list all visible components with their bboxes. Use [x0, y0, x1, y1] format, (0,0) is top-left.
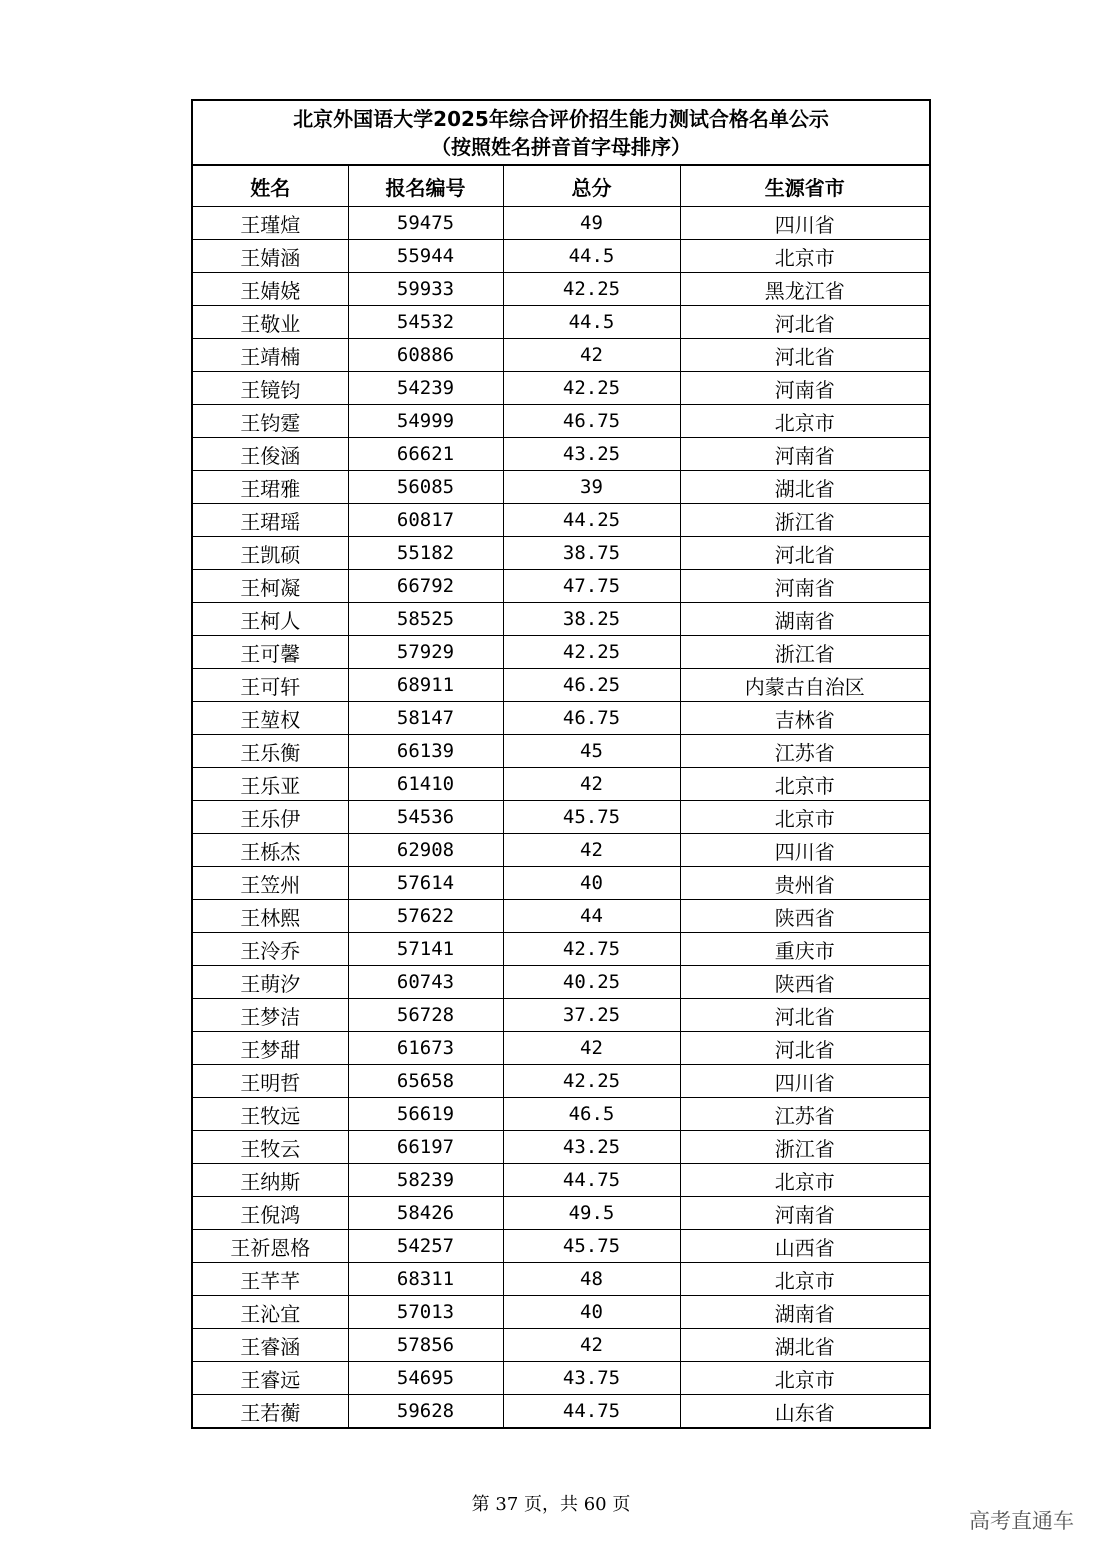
cell-name: 王梦甜 [193, 1032, 348, 1065]
cell-registration-id: 57929 [348, 636, 503, 669]
cell-registration-id: 54695 [348, 1362, 503, 1395]
cell-province: 北京市 [680, 1263, 929, 1296]
cell-registration-id: 66792 [348, 570, 503, 603]
cell-name: 王俊涵 [193, 438, 348, 471]
cell-registration-id: 66139 [348, 735, 503, 768]
table-row [193, 1032, 929, 1065]
cell-registration-id: 61673 [348, 1032, 503, 1065]
cell-registration-id: 55944 [348, 240, 503, 273]
cell-province: 四川省 [680, 207, 929, 240]
table-row [193, 1263, 929, 1296]
cell-province: 河北省 [680, 537, 929, 570]
cell-total-score: 42.25 [503, 1065, 680, 1098]
header-total-score: 总分 [503, 166, 680, 207]
table-row [193, 999, 929, 1032]
cell-registration-id: 59475 [348, 207, 503, 240]
cell-registration-id: 56619 [348, 1098, 503, 1131]
cell-name: 王镜钧 [193, 372, 348, 405]
cell-total-score: 40 [503, 1296, 680, 1329]
cell-name: 王可轩 [193, 669, 348, 702]
table-row [193, 1131, 929, 1164]
cell-registration-id: 59628 [348, 1395, 503, 1428]
cell-registration-id: 54536 [348, 801, 503, 834]
cell-province: 湖北省 [680, 1329, 929, 1362]
cell-name: 王凯硕 [193, 537, 348, 570]
cell-total-score: 44.75 [503, 1164, 680, 1197]
cell-registration-id: 58147 [348, 702, 503, 735]
cell-province: 北京市 [680, 801, 929, 834]
cell-total-score: 38.25 [503, 603, 680, 636]
cell-registration-id: 58426 [348, 1197, 503, 1230]
cell-total-score: 46.75 [503, 702, 680, 735]
cell-total-score: 46.75 [503, 405, 680, 438]
table-row [193, 966, 929, 999]
table-row [193, 1230, 929, 1263]
cell-province: 河南省 [680, 372, 929, 405]
table-row [193, 339, 929, 372]
table-row [193, 1296, 929, 1329]
cell-total-score: 49 [503, 207, 680, 240]
cell-registration-id: 54239 [348, 372, 503, 405]
cell-name: 王乐衡 [193, 735, 348, 768]
cell-total-score: 43.25 [503, 438, 680, 471]
cell-province: 浙江省 [680, 1131, 929, 1164]
table-row [193, 537, 929, 570]
cell-province: 浙江省 [680, 636, 929, 669]
cell-name: 王栎杰 [193, 834, 348, 867]
table-row [193, 900, 929, 933]
cell-total-score: 47.75 [503, 570, 680, 603]
cell-name: 王乐伊 [193, 801, 348, 834]
cell-total-score: 44.5 [503, 306, 680, 339]
cell-province: 北京市 [680, 1164, 929, 1197]
cell-province: 重庆市 [680, 933, 929, 966]
cell-registration-id: 54257 [348, 1230, 503, 1263]
cell-province: 北京市 [680, 240, 929, 273]
cell-total-score: 45 [503, 735, 680, 768]
cell-registration-id: 57614 [348, 867, 503, 900]
cell-total-score: 44.25 [503, 504, 680, 537]
cell-registration-id: 54532 [348, 306, 503, 339]
cell-total-score: 43.25 [503, 1131, 680, 1164]
table-row [193, 1395, 929, 1428]
cell-registration-id: 57856 [348, 1329, 503, 1362]
cell-total-score: 42 [503, 339, 680, 372]
cell-registration-id: 68911 [348, 669, 503, 702]
cell-province: 四川省 [680, 834, 929, 867]
cell-total-score: 40.25 [503, 966, 680, 999]
table-row [193, 306, 929, 339]
cell-registration-id: 61410 [348, 768, 503, 801]
cell-total-score: 42.25 [503, 636, 680, 669]
table-row [193, 1362, 929, 1395]
title-subtitle: （按照姓名拼音首字母排序） [431, 135, 691, 159]
cell-name: 王明哲 [193, 1065, 348, 1098]
cell-total-score: 42 [503, 768, 680, 801]
cell-total-score: 43.75 [503, 1362, 680, 1395]
cell-total-score: 49.5 [503, 1197, 680, 1230]
cell-province: 内蒙古自治区 [680, 669, 929, 702]
table-row [193, 669, 929, 702]
table-row [193, 504, 929, 537]
table-row [193, 735, 929, 768]
cell-province: 河北省 [680, 339, 929, 372]
cell-total-score: 45.75 [503, 1230, 680, 1263]
cell-name: 王靖楠 [193, 339, 348, 372]
cell-registration-id: 56085 [348, 471, 503, 504]
cell-province: 北京市 [680, 405, 929, 438]
cell-name: 王泠乔 [193, 933, 348, 966]
cell-province: 陕西省 [680, 900, 929, 933]
table-row [193, 1098, 929, 1131]
cell-name: 王柯人 [193, 603, 348, 636]
cell-registration-id: 65658 [348, 1065, 503, 1098]
cell-name: 王沁宜 [193, 1296, 348, 1329]
cell-total-score: 42.25 [503, 372, 680, 405]
cell-total-score: 42 [503, 1329, 680, 1362]
cell-province: 山东省 [680, 1395, 929, 1428]
cell-total-score: 37.25 [503, 999, 680, 1032]
page-number: 第 37 页，共 60 页 [471, 1494, 631, 1515]
cell-name: 王瑾煊 [193, 207, 348, 240]
cell-province: 贵州省 [680, 867, 929, 900]
cell-registration-id: 68311 [348, 1263, 503, 1296]
cell-registration-id: 58525 [348, 603, 503, 636]
results-table-sheet [191, 99, 931, 1429]
cell-name: 王梦洁 [193, 999, 348, 1032]
cell-registration-id: 54999 [348, 405, 503, 438]
cell-name: 王珺雅 [193, 471, 348, 504]
cell-registration-id: 66197 [348, 1131, 503, 1164]
cell-province: 山西省 [680, 1230, 929, 1263]
cell-province: 河北省 [680, 999, 929, 1032]
table-row [193, 768, 929, 801]
cell-total-score: 42 [503, 834, 680, 867]
table-row [193, 372, 929, 405]
cell-name: 王牧远 [193, 1098, 348, 1131]
cell-province: 吉林省 [680, 702, 929, 735]
cell-name: 王钧霆 [193, 405, 348, 438]
cell-province: 北京市 [680, 1362, 929, 1395]
cell-total-score: 44.5 [503, 240, 680, 273]
cell-name: 王牧云 [193, 1131, 348, 1164]
cell-registration-id: 62908 [348, 834, 503, 867]
cell-province: 浙江省 [680, 504, 929, 537]
cell-registration-id: 55182 [348, 537, 503, 570]
cell-province: 黑龙江省 [680, 273, 929, 306]
header-registration-id: 报名编号 [348, 166, 503, 207]
cell-registration-id: 60886 [348, 339, 503, 372]
cell-province: 北京市 [680, 768, 929, 801]
title-main: 北京外国语大学2025年综合评价招生能力测试合格名单公示 [293, 107, 829, 131]
table-row [193, 1329, 929, 1362]
table-row [193, 1164, 929, 1197]
table-row [193, 1065, 929, 1098]
cell-name: 王笠州 [193, 867, 348, 900]
header-row [193, 166, 929, 207]
cell-total-score: 42 [503, 1032, 680, 1065]
table-row [193, 570, 929, 603]
cell-total-score: 42.25 [503, 273, 680, 306]
table-row [193, 240, 929, 273]
cell-name: 王婧涵 [193, 240, 348, 273]
cell-name: 王婧娆 [193, 273, 348, 306]
table-row [193, 603, 929, 636]
table-row [193, 273, 929, 306]
header-province: 生源省市 [680, 166, 929, 207]
cell-total-score: 48 [503, 1263, 680, 1296]
table-row [193, 933, 929, 966]
table-row [193, 702, 929, 735]
cell-total-score: 46.25 [503, 669, 680, 702]
cell-registration-id: 57141 [348, 933, 503, 966]
cell-province: 河南省 [680, 1197, 929, 1230]
table-row [193, 405, 929, 438]
cell-total-score: 39 [503, 471, 680, 504]
table-row [193, 636, 929, 669]
cell-registration-id: 57013 [348, 1296, 503, 1329]
table-row [193, 471, 929, 504]
header-name: 姓名 [193, 166, 348, 207]
cell-province: 河北省 [680, 1032, 929, 1065]
cell-name: 王堃权 [193, 702, 348, 735]
cell-total-score: 45.75 [503, 801, 680, 834]
cell-province: 湖北省 [680, 471, 929, 504]
cell-total-score: 44.75 [503, 1395, 680, 1428]
cell-registration-id: 58239 [348, 1164, 503, 1197]
cell-total-score: 38.75 [503, 537, 680, 570]
cell-name: 王纳斯 [193, 1164, 348, 1197]
cell-name: 王萌汐 [193, 966, 348, 999]
cell-name: 王可馨 [193, 636, 348, 669]
table-body [193, 207, 929, 1428]
results-table [193, 166, 929, 1427]
cell-registration-id: 56728 [348, 999, 503, 1032]
cell-name: 王芊芊 [193, 1263, 348, 1296]
table-row [193, 1197, 929, 1230]
cell-name: 王敬业 [193, 306, 348, 339]
cell-province: 江苏省 [680, 1098, 929, 1131]
cell-province: 湖南省 [680, 1296, 929, 1329]
cell-total-score: 46.5 [503, 1098, 680, 1131]
cell-province: 江苏省 [680, 735, 929, 768]
cell-name: 王柯凝 [193, 570, 348, 603]
table-row [193, 207, 929, 240]
cell-name: 王祈恩格 [193, 1230, 348, 1263]
cell-province: 四川省 [680, 1065, 929, 1098]
cell-total-score: 40 [503, 867, 680, 900]
cell-total-score: 42.75 [503, 933, 680, 966]
cell-registration-id: 66621 [348, 438, 503, 471]
cell-province: 河南省 [680, 438, 929, 471]
cell-name: 王珺瑶 [193, 504, 348, 537]
cell-registration-id: 59933 [348, 273, 503, 306]
cell-name: 王林熙 [193, 900, 348, 933]
cell-province: 河北省 [680, 306, 929, 339]
cell-name: 王若蘅 [193, 1395, 348, 1428]
table-row [193, 867, 929, 900]
table-row [193, 834, 929, 867]
cell-registration-id: 57622 [348, 900, 503, 933]
table-title [193, 101, 929, 166]
cell-total-score: 44 [503, 900, 680, 933]
cell-name: 王倪鸿 [193, 1197, 348, 1230]
watermark-text: 高考直通车 [969, 1509, 1074, 1533]
cell-name: 王睿远 [193, 1362, 348, 1395]
cell-name: 王睿涵 [193, 1329, 348, 1362]
table-row [193, 801, 929, 834]
cell-province: 湖南省 [680, 603, 929, 636]
cell-registration-id: 60817 [348, 504, 503, 537]
cell-province: 陕西省 [680, 966, 929, 999]
cell-name: 王乐亚 [193, 768, 348, 801]
cell-registration-id: 60743 [348, 966, 503, 999]
cell-province: 河南省 [680, 570, 929, 603]
table-row [193, 438, 929, 471]
